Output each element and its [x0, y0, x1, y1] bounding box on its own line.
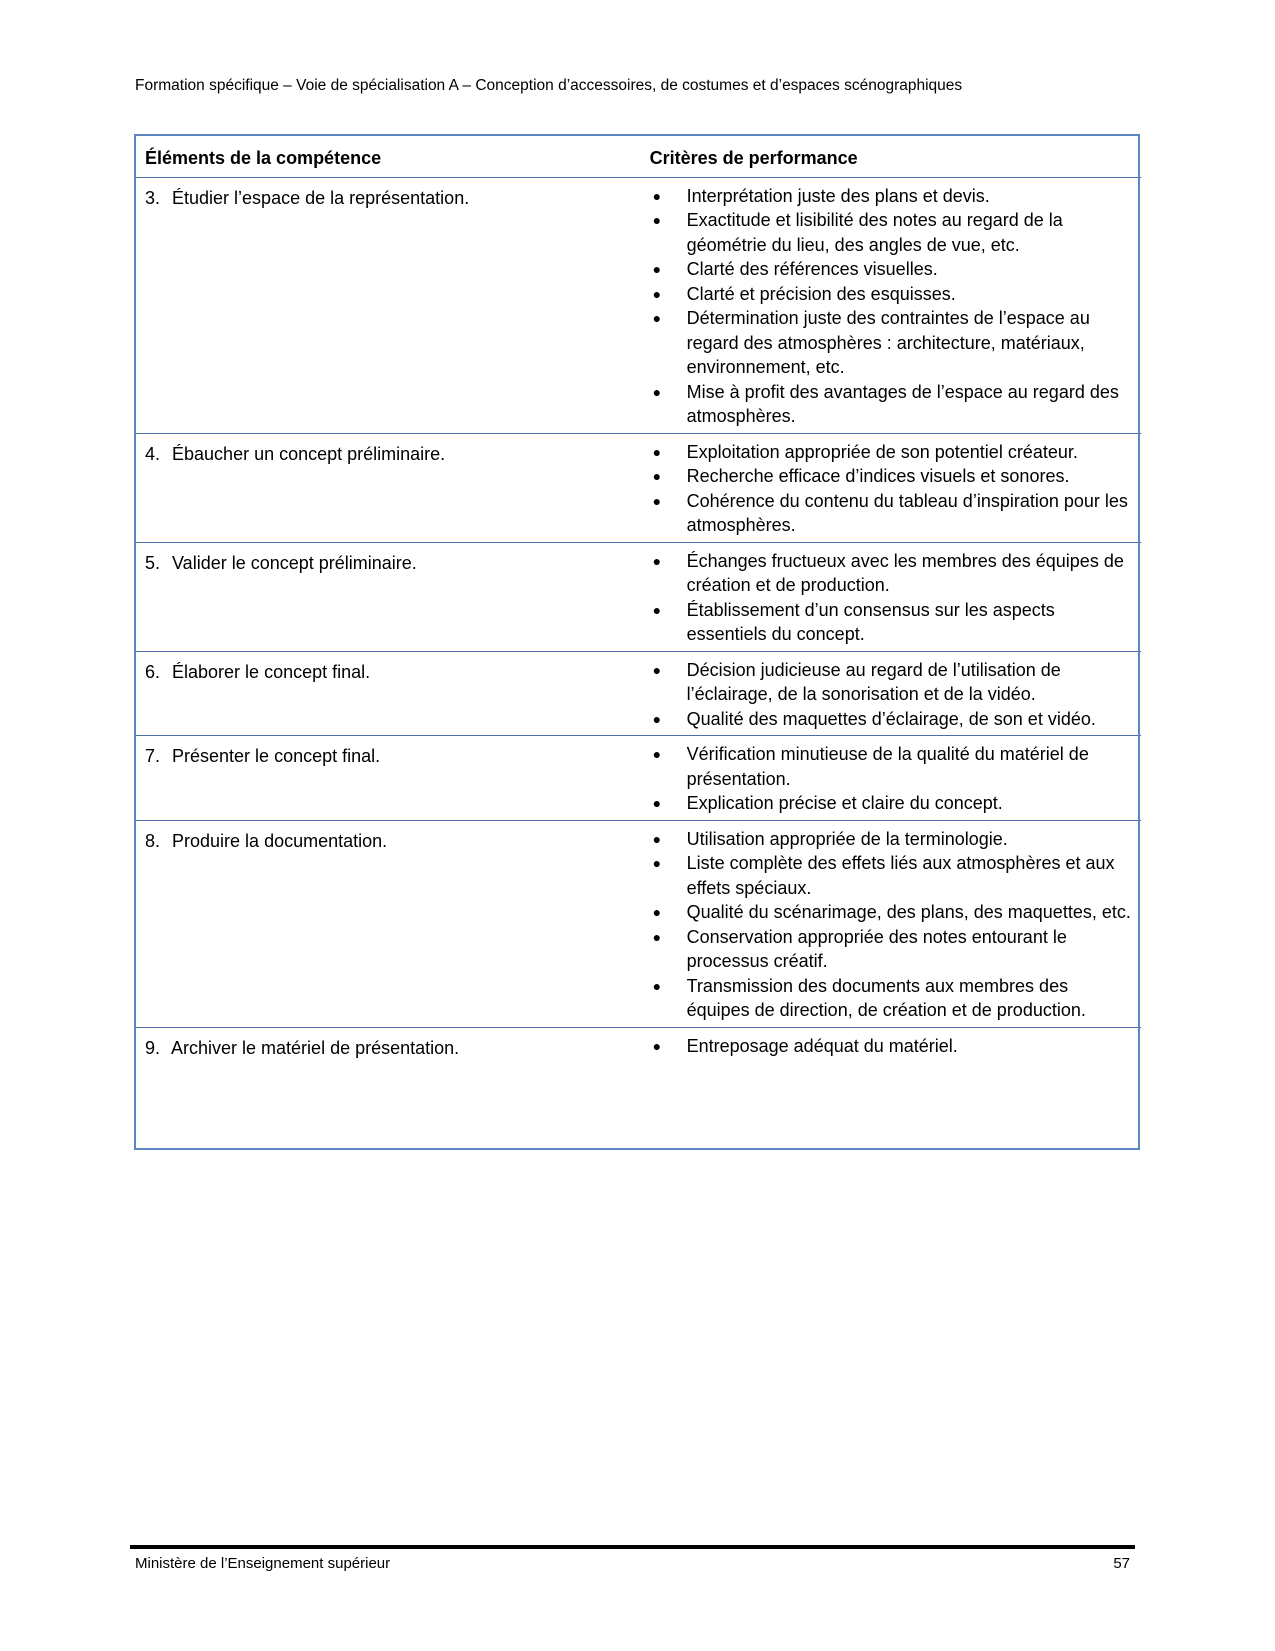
element-text: Ébaucher un concept préliminaire.: [172, 443, 446, 464]
criteria-list: [650, 440, 1141, 538]
bullet-icon: ●: [652, 928, 662, 945]
element-text: Valider le concept préliminaire.: [172, 552, 417, 573]
criterion-item: [650, 598, 1141, 647]
criterion-item: [650, 925, 1141, 974]
criteria-list: [650, 658, 1141, 732]
table-row: [135, 542, 1141, 651]
criterion-text: Échanges fructueux avec les membres des équipes de création et de production.: [686, 550, 1124, 595]
bullet-icon: ●: [652, 746, 662, 762]
bullet-icon: ●: [652, 977, 662, 994]
element-text: Présenter le concept final.: [172, 746, 381, 766]
criterion-item: [650, 974, 1141, 1023]
bullet-icon: ●: [652, 601, 662, 618]
criterion-item: [650, 900, 1141, 925]
table-row: [135, 1027, 1141, 1062]
element-cell: [135, 736, 650, 821]
criterion-item: [650, 851, 1141, 900]
element-number: 8.: [145, 830, 161, 851]
criterion-item: [650, 1034, 1141, 1059]
bullet-icon: ●: [652, 1037, 662, 1054]
criteria-cell: [650, 651, 1141, 736]
criterion-item: [650, 549, 1141, 598]
bullet-icon: ●: [652, 212, 662, 228]
criterion-text: Établissement d’un consensus sur les aspects essentiels du concept.: [686, 599, 1055, 644]
criterion-item: [650, 707, 1141, 732]
bullet-icon: ●: [652, 795, 662, 811]
criterion-text: Clarté des références visuelles.: [686, 259, 938, 279]
criterion-item: [650, 208, 1141, 257]
header-criteria: Critères de performance: [649, 148, 858, 168]
page-number: 57: [1113, 1555, 1130, 1572]
criteria-list: [650, 1034, 1141, 1059]
competence-table: [135, 134, 1141, 1062]
criterion-item: [650, 184, 1141, 209]
element-number: 9.: [145, 1037, 161, 1058]
element-cell: [135, 433, 650, 542]
criterion-item: [650, 440, 1141, 465]
table-row: [135, 651, 1141, 736]
bullet-icon: ●: [652, 661, 662, 678]
bullet-icon: ●: [652, 261, 662, 277]
criterion-text: Qualité du scénarimage, des plans, des maquettes, etc.: [686, 902, 1131, 922]
element-number: 4.: [145, 443, 161, 464]
criteria-cell: [650, 177, 1141, 433]
criterion-text: Conservation appropriée des notes entourant le processus créatif.: [686, 926, 1067, 971]
bullet-icon: ●: [652, 187, 662, 204]
table-row: [135, 820, 1141, 1027]
criteria-cell: [650, 433, 1141, 542]
bullet-icon: ●: [652, 710, 662, 727]
criteria-cell: [650, 820, 1141, 1027]
criterion-text: Liste complète des effets liés aux atmosphères et aux effets spéciaux.: [686, 853, 1115, 898]
criterion-text: Cohérence du contenu du tableau d’inspiration pour les atmosphères.: [686, 490, 1128, 535]
criteria-list: [650, 827, 1141, 1023]
criterion-item: [650, 306, 1141, 380]
element-number: 3.: [145, 187, 161, 208]
criteria-cell: [650, 542, 1141, 651]
criteria-list: [650, 184, 1141, 429]
bullet-icon: ●: [652, 855, 662, 871]
element-cell: [135, 177, 650, 433]
table-row: [135, 177, 1141, 433]
criterion-text: Clarté et précision des esquisses.: [686, 283, 956, 304]
element-text: Archiver le matériel de présentation.: [171, 1037, 460, 1058]
criterion-item: [650, 827, 1141, 852]
criterion-text: Interprétation juste des plans et devis.: [686, 185, 990, 206]
running-header: Formation spécifique – Voie de spécialisation A – Conception d’accessoires, de costumes et d’espaces scénographiques: [135, 77, 963, 94]
criterion-item: [650, 658, 1141, 707]
criterion-text: Qualité des maquettes d’éclairage, de son et vidéo.: [686, 708, 1096, 729]
bullet-icon: ●: [652, 492, 662, 509]
element-text: Étudier l’espace de la représentation.: [172, 187, 470, 208]
criterion-item: [650, 380, 1141, 429]
criterion-item: [650, 742, 1141, 791]
bullet-icon: ●: [652, 552, 662, 569]
criterion-item: [650, 464, 1141, 489]
element-cell: [135, 542, 650, 651]
criterion-item: [650, 282, 1141, 307]
criterion-text: Exactitude et lisibilité des notes au regard de la géométrie du lieu, des angles de vue, etc.: [686, 210, 1063, 255]
element-text: Élaborer le concept final.: [172, 661, 371, 682]
element-number: 7.: [145, 746, 161, 766]
criterion-text: Recherche efficace d’indices visuels et sonores.: [686, 466, 1070, 486]
criterion-text: Vérification minutieuse de la qualité du matériel de présentation.: [686, 744, 1089, 789]
criterion-item: [650, 257, 1141, 282]
criterion-text: Utilisation appropriée de la terminologie.: [686, 828, 1008, 849]
element-cell: [135, 820, 650, 1027]
criteria-cell: [650, 1027, 1141, 1062]
bullet-icon: ●: [652, 904, 662, 920]
criterion-item: [650, 489, 1141, 538]
bullet-icon: ●: [652, 310, 662, 326]
bullet-icon: ●: [652, 443, 662, 460]
table-header-row: [135, 134, 1141, 177]
footer-ministry: Ministère de l’Enseignement supérieur: [135, 1555, 391, 1572]
element-cell: [135, 1027, 650, 1062]
element-number: 5.: [145, 552, 161, 573]
element-number: 6.: [145, 661, 161, 682]
element-cell: [135, 651, 650, 736]
criterion-text: Exploitation appropriée de son potentiel créateur.: [686, 441, 1078, 462]
criterion-text: Transmission des documents aux membres des équipes de direction, de création et de production.: [686, 975, 1086, 1020]
criteria-list: [650, 549, 1141, 647]
criterion-text: Détermination juste des contraintes de l’espace au regard des atmosphères : architecture, matériaux, environnement, etc.: [686, 308, 1090, 377]
bullet-icon: ●: [652, 830, 662, 847]
table-row: [135, 433, 1141, 542]
table-body: [135, 177, 1141, 1062]
element-text: Produire la documentation.: [172, 830, 388, 851]
criterion-item: [650, 791, 1141, 816]
criterion-text: Décision judicieuse au regard de l’utilisation de l’éclairage, de la sonorisation et de la vidéo.: [686, 659, 1061, 704]
footer-rule: [130, 1545, 1135, 1549]
criterion-text: Explication précise et claire du concept.: [686, 793, 1003, 813]
table-row: [135, 736, 1141, 821]
bullet-icon: ●: [652, 285, 662, 302]
criterion-text: Entreposage adéquat du matériel.: [686, 1035, 958, 1056]
criteria-list: [650, 742, 1141, 816]
bullet-icon: ●: [652, 383, 662, 400]
header-elements: Éléments de la compétence: [145, 148, 382, 168]
criteria-cell: [650, 736, 1141, 821]
bullet-icon: ●: [652, 468, 662, 484]
criterion-text: Mise à profit des avantages de l’espace au regard des atmosphères.: [686, 381, 1119, 426]
